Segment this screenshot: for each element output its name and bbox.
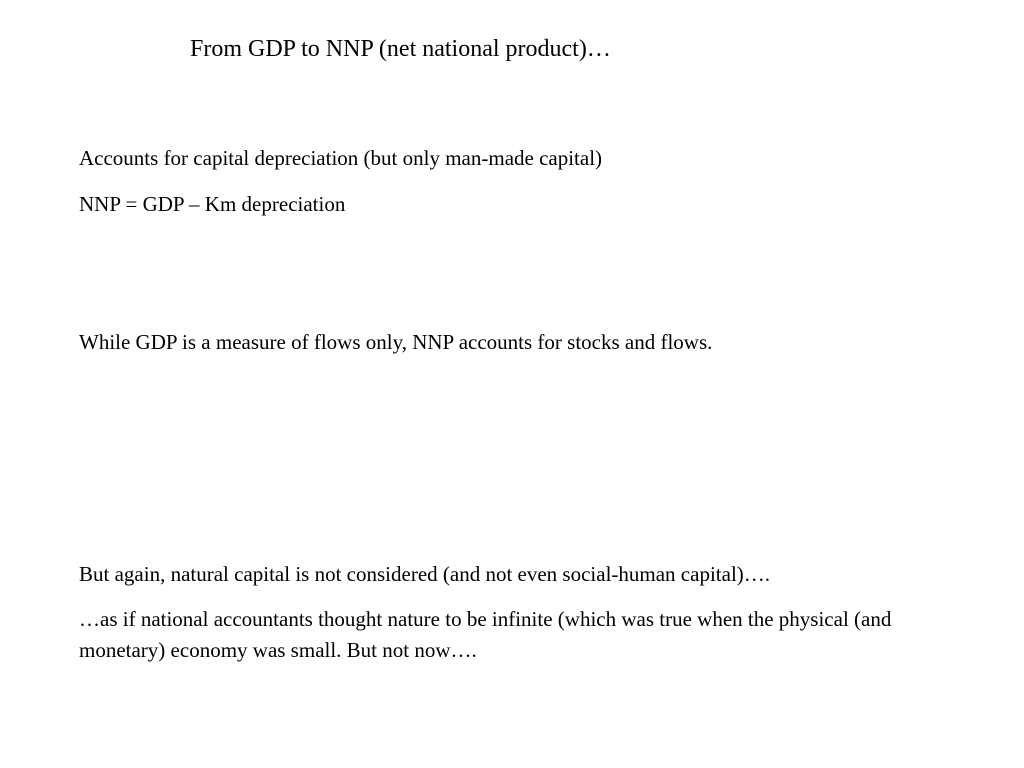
paragraph-nnp-formula: NNP = GDP – Km depreciation: [79, 192, 346, 216]
paragraph-capital-depreciation: Accounts for capital depreciation (but only man-made capital): [79, 146, 603, 170]
paragraph-nature-infinite: …as if national accountants thought nature to be infinite (which was true when the physical (and monetary) economy was small. But not now….: [79, 607, 892, 662]
slide-title: From GDP to NNP (net national product)…: [190, 36, 611, 62]
paragraph-stocks-and-flows: While GDP is a measure of flows only, NNP accounts for stocks and flows.: [79, 330, 713, 354]
paragraph-natural-capital: But again, natural capital is not considered (and not even social-human capital)….: [79, 562, 771, 586]
